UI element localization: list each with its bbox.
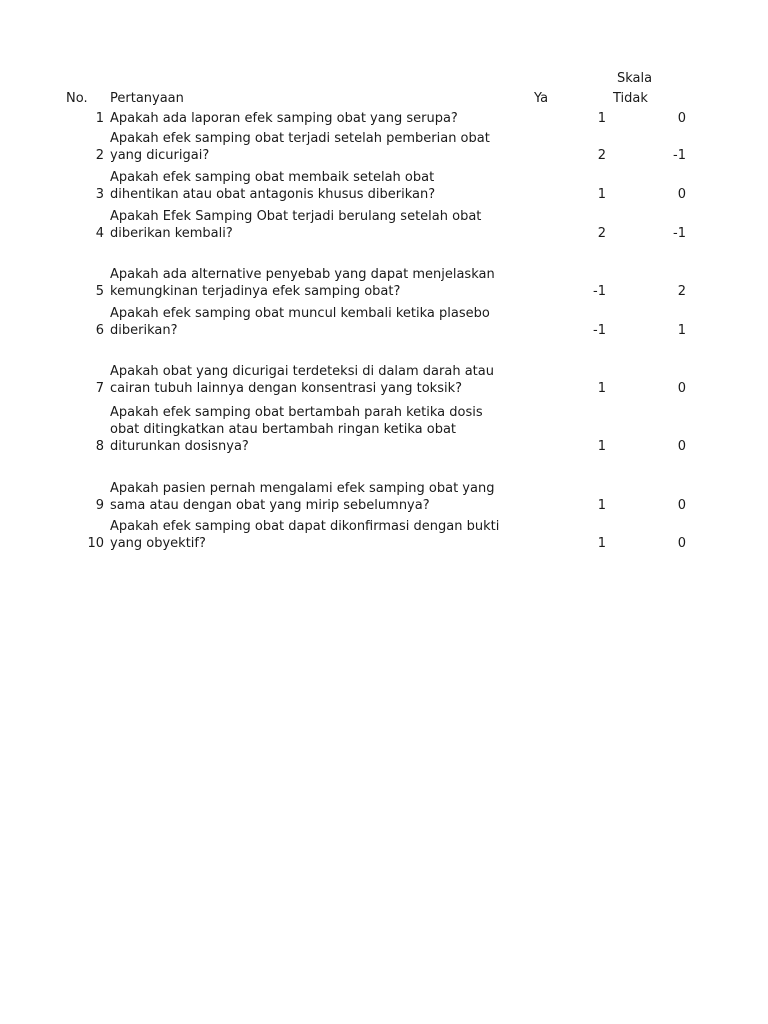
- question-line: diturunkan dosisnya?: [110, 439, 249, 454]
- row-number: 3: [95, 187, 104, 202]
- question-line: cairan tubuh lainnya dengan konsentrasi yang toksik?: [110, 381, 463, 396]
- score-tidak: 0: [677, 536, 686, 551]
- row-number: 5: [95, 284, 104, 299]
- score-tidak: -1: [673, 226, 686, 241]
- score-tidak: -1: [673, 148, 686, 163]
- score-ya: 2: [597, 226, 606, 241]
- question-line: Apakah efek samping obat membaik setelah obat: [110, 170, 435, 185]
- score-ya: -1: [593, 323, 606, 338]
- question-line: sama atau dengan obat yang mirip sebelumnya?: [110, 498, 430, 513]
- header-tidak: Tidak: [613, 91, 648, 106]
- row-number: 10: [87, 536, 104, 551]
- question-text: [110, 110, 530, 127]
- score-ya: 1: [597, 187, 606, 202]
- question-line: Apakah pasien pernah mengalami efek samping obat yang: [110, 481, 495, 496]
- header-skala: Skala: [617, 71, 653, 86]
- score-ya: 1: [597, 439, 606, 454]
- score-tidak: 0: [677, 111, 686, 126]
- question-text: [110, 404, 530, 455]
- question-line: Apakah obat yang dicurigai terdeteksi di dalam darah atau: [110, 364, 494, 379]
- question-line: yang dicurigai?: [110, 148, 210, 163]
- question-text: [110, 130, 530, 164]
- question-text: [110, 169, 530, 203]
- score-tidak: 0: [677, 381, 686, 396]
- score-ya: 1: [597, 536, 606, 551]
- question-text: [110, 363, 530, 397]
- score-ya: 1: [597, 111, 606, 126]
- question-text: [110, 305, 530, 339]
- question-line: Apakah efek samping obat terjadi setelah pemberian obat: [110, 131, 490, 146]
- score-ya: 2: [597, 148, 606, 163]
- header-no: No.: [66, 91, 88, 106]
- row-number: 7: [95, 381, 104, 396]
- question-line: dihentikan atau obat antagonis khusus diberikan?: [110, 187, 436, 202]
- row-number: 1: [95, 111, 104, 126]
- score-tidak: 2: [677, 284, 686, 299]
- score-tidak: 0: [677, 187, 686, 202]
- row-number: 2: [95, 148, 104, 163]
- row-number: 6: [95, 323, 104, 338]
- score-tidak: 1: [677, 323, 686, 338]
- question-line: Apakah Efek Samping Obat terjadi berulang setelah obat: [110, 209, 482, 224]
- question-line: kemungkinan terjadinya efek samping obat?: [110, 284, 401, 299]
- header-pertanyaan: Pertanyaan: [110, 91, 184, 106]
- row-number: 8: [95, 439, 104, 454]
- score-ya: 1: [597, 381, 606, 396]
- score-ya: -1: [593, 284, 606, 299]
- question-line: Apakah efek samping obat dapat dikonfirmasi dengan bukti: [110, 519, 500, 534]
- question-line: yang obyektif?: [110, 536, 206, 551]
- row-number: 9: [95, 498, 104, 513]
- score-tidak: 0: [677, 498, 686, 513]
- question-text: [110, 480, 530, 514]
- question-line: diberikan?: [110, 323, 178, 338]
- row-number: 4: [95, 226, 104, 241]
- question-line: obat ditingkatkan atau bertambah ringan ketika obat: [110, 422, 457, 437]
- score-ya: 1: [597, 498, 606, 513]
- question-line: Apakah efek samping obat bertambah parah ketika dosis: [110, 405, 483, 420]
- question-text: [110, 518, 530, 552]
- question-line: Apakah ada alternative penyebab yang dapat menjelaskan: [110, 267, 495, 282]
- question-line: diberikan kembali?: [110, 226, 233, 241]
- question-text: [110, 266, 530, 300]
- header-ya: Ya: [534, 91, 549, 106]
- question-text: [110, 208, 530, 242]
- score-tidak: 0: [677, 439, 686, 454]
- question-line: Apakah efek samping obat muncul kembali ketika plasebo: [110, 306, 490, 321]
- question-line: Apakah ada laporan efek samping obat yang serupa?: [110, 111, 458, 126]
